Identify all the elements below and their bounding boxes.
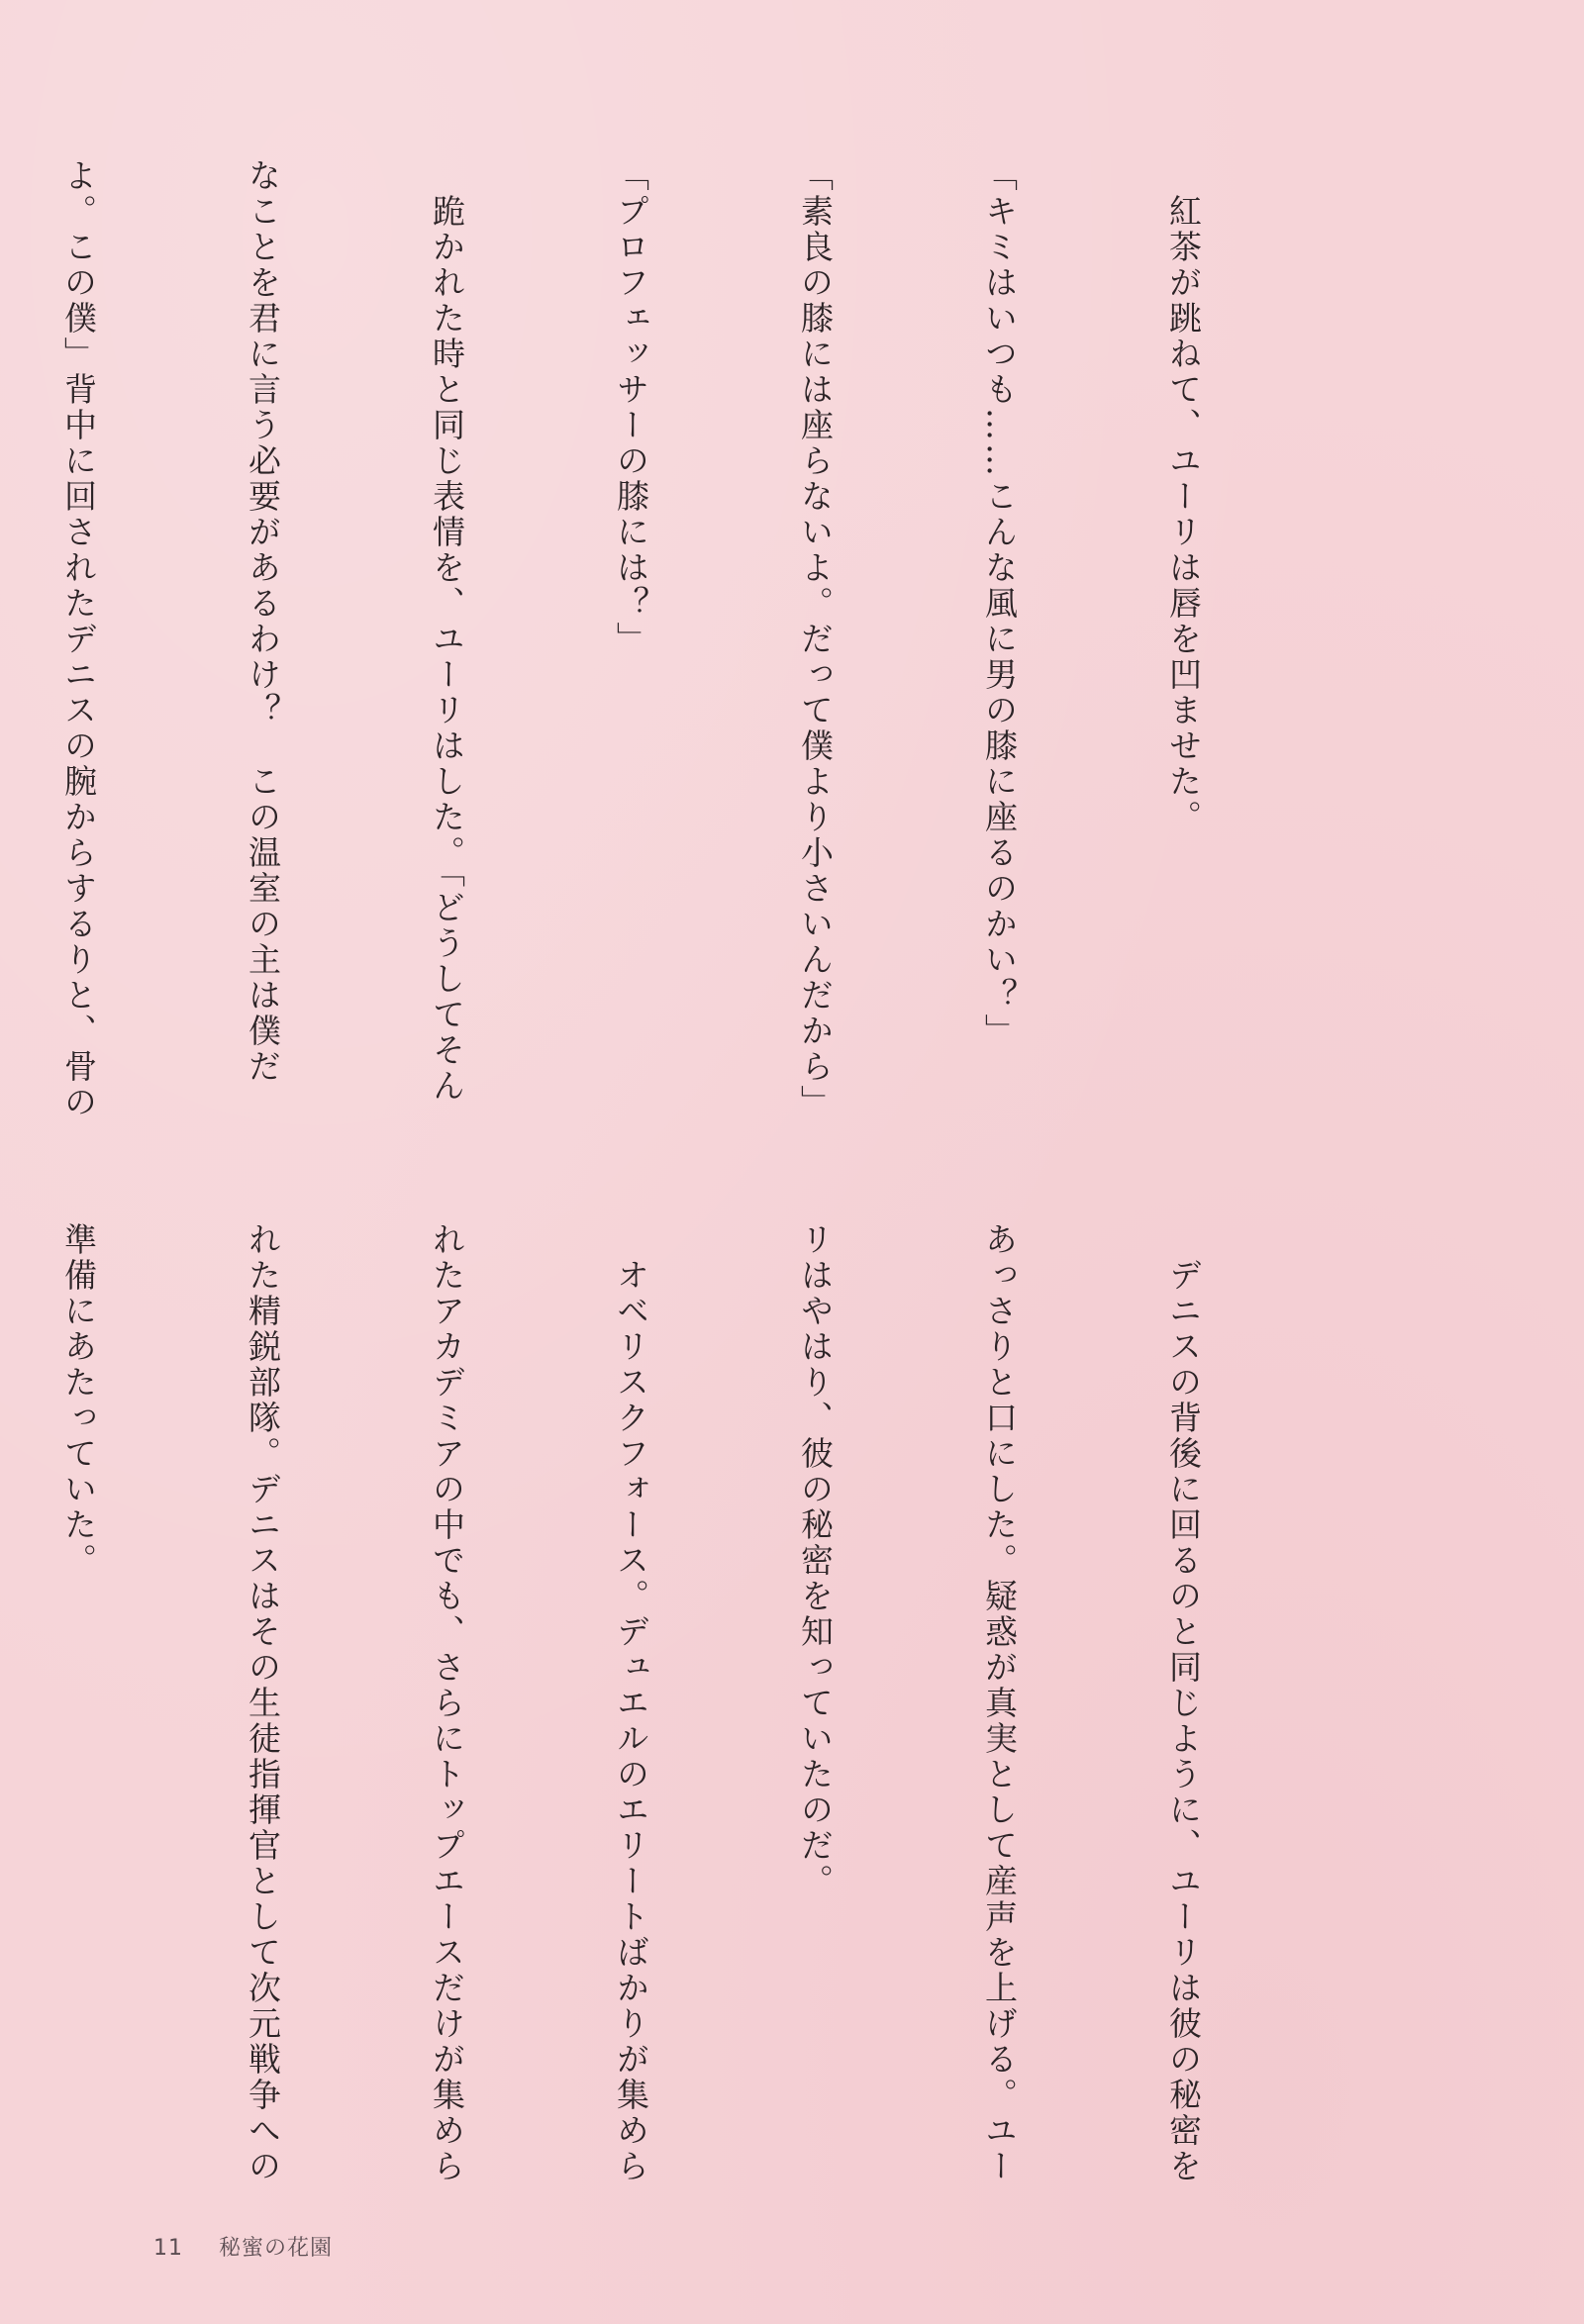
page-number: 11 — [153, 2236, 183, 2261]
book-title: 秘蜜の花園 — [219, 2236, 334, 2261]
text-line: 紅茶が跳ねて、ユーリは唇を凹ませた。 — [1164, 158, 1203, 835]
text-line: 跪かれた時と同じ表情を、ユーリはした。「どうしてそん — [428, 158, 466, 1105]
text-line: よ。この僕」背中に回されたデニスの腕からするりと、骨の — [59, 158, 98, 1120]
text-line: オベリスクフォース。デュエルのエリートばかりが集めら — [612, 1222, 650, 2184]
text-line: リはやはり、彼の秘密を知っていたのだ。 — [796, 1222, 835, 1899]
text-line: デニスの背後に回るのと同じように、ユーリは彼の秘密を — [1164, 1222, 1203, 2184]
lower-text-column — [59, 1222, 1336, 2192]
text-line: なことを君に言う必要があるわけ？ この温室の主は僕だ — [244, 158, 282, 1085]
text-line: れた精鋭部隊。デニスはその生徒指揮官として次元戦争への — [244, 1222, 282, 2184]
text-line: 「プロフェッサーの膝には？」 — [612, 158, 650, 657]
text-line: 準備にあたっていた。 — [59, 1222, 98, 1579]
upper-text-column — [59, 158, 1336, 1120]
text-line: れたアカデミアの中でも、さらにトップエースだけが集めら — [428, 1222, 466, 2184]
text-line: 「キミはいつも……こんな風に男の膝に座るのかい？」 — [980, 158, 1019, 1049]
text-line: 「素良の膝には座らないよ。だって僕より小さいんだから」 — [796, 158, 835, 1120]
text-line: あっさりと口にした。疑惑が真実として産声を上げる。ユー — [980, 1222, 1019, 2184]
page-footer — [153, 2231, 333, 2262]
